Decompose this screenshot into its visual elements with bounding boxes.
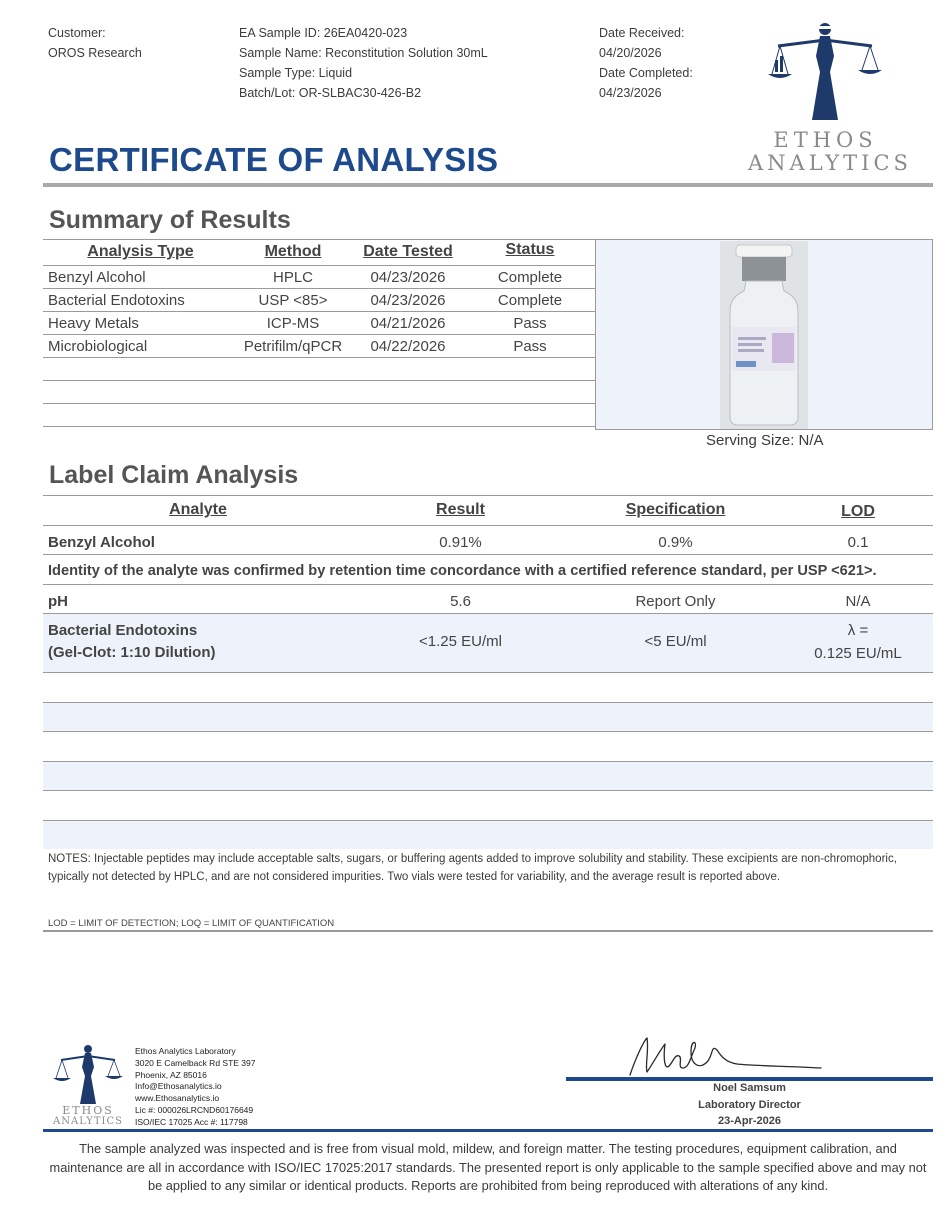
justice-figure-icon (748, 20, 903, 130)
dates-block (599, 23, 693, 103)
ethos-logo (748, 20, 912, 175)
date-received-label: Date Received: (599, 26, 685, 40)
summary-row (43, 312, 595, 335)
identity-note: Identity of the analyte was confirmed by retention time concordance with a certified reference standard, per USP <621>. (48, 563, 877, 579)
vial-icon (720, 241, 808, 429)
summary-date: 04/23/2026 (370, 292, 446, 309)
label-claim-header-row (43, 495, 933, 526)
empty-row (43, 821, 933, 849)
summary-method: HPLC (272, 269, 313, 286)
analyte-specification: Report Only (635, 593, 716, 610)
summary-date: 04/22/2026 (370, 338, 446, 355)
summary-row-empty (43, 358, 595, 381)
small-logo-text-ethos: ETHOS (62, 1104, 114, 1117)
summary-analysis-type: Heavy Metals (48, 315, 139, 332)
sample-block (239, 23, 488, 103)
signer-name: Noel Samsum (713, 1082, 786, 1094)
lab-address-2: Phoenix, AZ 85016 (135, 1069, 207, 1080)
date-completed-label: Date Completed: (599, 66, 693, 80)
sample-type: Sample Type: Liquid (239, 66, 353, 80)
summary-status: Complete (497, 269, 563, 286)
summary-analysis-type: Microbiological (48, 338, 148, 355)
signature-line (566, 1077, 933, 1081)
empty-row (43, 791, 933, 821)
empty-row (43, 673, 933, 703)
summary-status: Pass (513, 338, 547, 355)
analyte-lod-line1: λ = (847, 622, 869, 639)
summary-date: 04/23/2026 (370, 269, 446, 286)
customer-name: OROS Research (48, 46, 142, 60)
header-date-tested: Date Tested (363, 243, 453, 260)
notes-text: Injectable peptides may include acceptable salts, sugars, or buffering agents added to improve solubility and stability. These excipients are non-chromophoric, typically not detected by HPLC, and are not considered impurities. Two vials were tested for variability, and the average result is reported above. (48, 853, 897, 883)
summary-method: ICP-MS (266, 315, 320, 332)
date-received: 04/20/2026 (599, 46, 662, 60)
header-result: Result (436, 501, 485, 518)
analyte-specification: 0.9% (658, 534, 693, 551)
summary-row-empty (43, 381, 595, 404)
sample-name: Sample Name: Reconstitution Solution 30mL (239, 46, 488, 60)
lab-email: Info@Ethosanalytics.io (135, 1081, 222, 1092)
summary-header-row (43, 239, 595, 266)
small-justice-logo-icon (43, 1042, 133, 1112)
analyte-result: <1.25 EU/ml (419, 633, 502, 650)
page-title: CERTIFICATE OF ANALYSIS (49, 141, 499, 178)
notes-divider (43, 930, 933, 932)
header-method: Method (264, 243, 322, 260)
analyte-name-line2: (Gel-Clot: 1:10 Dilution) (48, 644, 216, 661)
analyte-lod: N/A (845, 593, 871, 610)
summary-row-empty (43, 404, 595, 427)
header-status: Status (505, 241, 555, 258)
header-lod: LOD (841, 503, 875, 520)
notes-label: NOTES: (48, 853, 91, 865)
analyte-result: 5.6 (450, 593, 471, 610)
customer-label: Customer: (48, 26, 106, 40)
empty-row (43, 703, 933, 732)
disclaimer: The sample analyzed was inspected and is free from visual mold, mildew, and foreign matter. The testing procedures, equipment calibration, and maintenance are all in accordance with ISO/IEC 17025:2017 standards. The presented report is only applicable to the sample specified above and may not be applied to any similar or identical products. Reports are prohibited from being reproduced with alterations of any kind. (49, 1141, 927, 1193)
analyte-specification: <5 EU/ml (644, 633, 707, 650)
analyte-name-line1: Bacterial Endotoxins (48, 622, 198, 639)
lab-name: Ethos Analytics Laboratory (135, 1046, 236, 1056)
analyte-result: 0.91% (439, 534, 482, 551)
header-specification: Specification (625, 501, 726, 518)
logo-text-analytics: ANALYTICS (748, 151, 912, 175)
batch-lot: Batch/Lot: OR-SLBAC30-426-B2 (239, 86, 422, 100)
analyte-lod: 0.1 (847, 534, 869, 551)
identity-note-row (43, 555, 933, 585)
lab-website: www.Ethosanalytics.io (135, 1093, 220, 1104)
title-divider (43, 183, 933, 187)
header-analysis-type: Analysis Type (87, 243, 194, 260)
summary-analysis-type: Bacterial Endotoxins (48, 292, 185, 309)
analyte-name: pH (48, 593, 68, 610)
signer-title: Laboratory Director (698, 1099, 801, 1111)
customer-block (48, 23, 142, 63)
footer-divider (43, 1129, 933, 1132)
date-completed: 04/23/2026 (599, 86, 662, 100)
summary-status: Pass (513, 315, 547, 332)
analyte-row-ph (43, 585, 933, 614)
sample-id: EA Sample ID: 26EA0420-023 (239, 26, 408, 40)
summary-method: USP <85> (258, 292, 328, 309)
summary-row (43, 266, 595, 289)
summary-status: Complete (497, 292, 563, 309)
lab-license-number: Lic #: 000026LRCND60176649 (135, 1104, 254, 1115)
header-analyte: Analyte (169, 501, 227, 518)
label-claim-title: Label Claim Analysis (49, 461, 299, 489)
analyte-lod-line2: 0.125 EU/mL (814, 645, 902, 662)
empty-row (43, 732, 933, 762)
lab-accreditation: ISO/IEC 17025 Acc #: 117798 (135, 1116, 248, 1127)
empty-row (43, 762, 933, 791)
serving-size: Serving Size: N/A (706, 432, 824, 449)
signature-mark (625, 1030, 825, 1080)
sample-image-panel (595, 239, 933, 430)
sample-photo (720, 241, 808, 429)
analyte-row-endotoxins (43, 614, 933, 673)
summary-analysis-type: Benzyl Alcohol (48, 269, 146, 286)
analyte-name: Benzyl Alcohol (48, 534, 155, 551)
summary-date: 04/21/2026 (370, 315, 446, 332)
lab-contact-info (135, 1046, 255, 1129)
analyte-row-benzyl-alcohol (43, 526, 933, 555)
signed-date: 23-Apr-2026 (718, 1115, 781, 1127)
summary-row (43, 289, 595, 312)
small-logo-text-analytics: ANALYTICS (53, 1116, 123, 1127)
summary-row (43, 335, 595, 358)
summary-title: Summary of Results (49, 206, 291, 234)
logo-text-ethos: ETHOS (773, 128, 878, 152)
summary-method: Petrifilm/qPCR (243, 338, 343, 355)
notes (48, 851, 928, 886)
lab-address-1: 3020 E Camelback Rd STE 397 (135, 1057, 256, 1068)
lod-loq-definition: LOD = LIMIT OF DETECTION; LOQ = LIMIT OF QUANTIFICATION (48, 918, 335, 929)
